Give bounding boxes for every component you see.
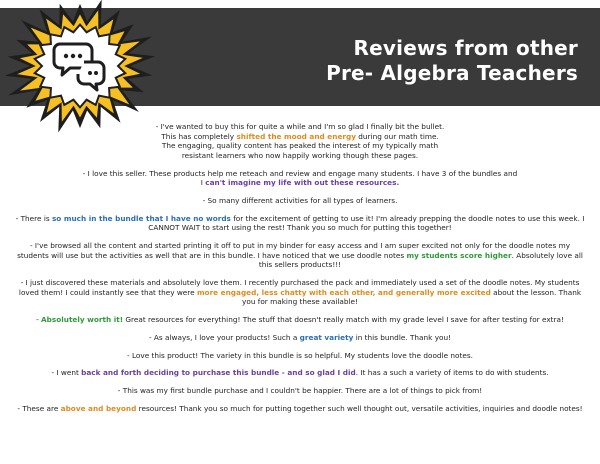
review-text: This has completely [161, 131, 237, 141]
review-highlight: more engaged, less chatty with each other, and generally more excited [196, 287, 491, 297]
review-item [14, 315, 586, 325]
review-text: - This was my first bundle purchase and I couldn't be happier. There are a lot of things to pick from! [117, 386, 483, 396]
review-text: - Love this product! The variety in this bundle is so helpful. My students love the doodle notes. [127, 350, 473, 360]
review-text: - These are [17, 403, 61, 413]
review-item [14, 196, 586, 206]
review-text: - So many different activities for all types of learners. [202, 195, 398, 205]
review-highlight: Absolutely worth it! [41, 315, 124, 325]
review-item [14, 333, 586, 343]
review-item [14, 214, 586, 233]
review-text: I [200, 178, 206, 188]
review-highlight: shifted the mood and energy [236, 131, 356, 141]
review-text: The engaging, quality content has peaked the interest of my typically math [161, 141, 439, 151]
review-text: - As always, I love your products! Such a [148, 332, 300, 342]
reviews-list [14, 122, 586, 422]
review-text: in this bundle. Thank you! [353, 332, 452, 342]
review-item [14, 278, 586, 307]
review-text: about the lesson. Thank you for making these available! [242, 287, 582, 307]
review-text: - There is [15, 213, 52, 223]
review-highlight: so much in the bundle that I have no words [51, 213, 231, 223]
review-text: resources! Thank you so much for putting together such well thought out, versatile activities, inquiries and doodle notes! [136, 403, 583, 413]
review-text: - I love this seller. These products help me reteach and review and engage many students. I have 3 of the bundles and [82, 168, 518, 178]
review-text: . Absolutely love all this sellers products!!! [258, 250, 583, 270]
review-text: Great resources for everything! The stuff that doesn't really match with my grade level I save for after testing for extra! [123, 315, 564, 325]
review-item [14, 386, 586, 396]
review-text: . It has a such a variety of items to do with students. [355, 368, 549, 378]
review-text: - I've wanted to buy this for quite a while and I'm so glad I finally bit the bullet. [155, 122, 445, 131]
review-item [14, 368, 586, 378]
title-line-2: Pre- Algebra Teachers [326, 61, 578, 85]
review-text: resistant learners who now happily working though these pages. [181, 150, 419, 160]
title-line-1: Reviews from other [353, 36, 578, 60]
review-highlight: can't imagine my life with out these resources. [205, 178, 400, 188]
review-item [14, 122, 586, 160]
review-text: - I've browsed all the content and started printing it off to put in my binder for easy access and I am super excited not only for the doodle notes my students will use but the activities as well that are in this bundle. I have noticed that we use doodle notes [17, 241, 571, 260]
review-highlight: great variety [299, 332, 354, 342]
review-text: for the excitement of getting to use it! I'm already prepping the doodle notes to use this week. I CANNOT WAIT to start using the rest! Thank you so much for putting this together! [148, 213, 585, 233]
review-item [14, 351, 586, 361]
review-item [14, 169, 586, 188]
review-text: - I just discovered these materials and absolutely love them. I recently purchased the pack and immediately used a set of the doodle notes. My students loved them! I could instantly see that they were [18, 278, 580, 297]
review-highlight: my students score higher [406, 250, 512, 260]
review-highlight: back and forth deciding to purchase this bundle - and so glad I did [81, 368, 356, 378]
page-title [326, 36, 578, 86]
review-highlight: above and beyond [60, 403, 137, 413]
review-item [14, 404, 586, 414]
review-text: - I went [51, 368, 82, 378]
review-text: during our math time. [355, 131, 439, 141]
review-text: - [36, 315, 42, 325]
review-item [14, 241, 586, 270]
